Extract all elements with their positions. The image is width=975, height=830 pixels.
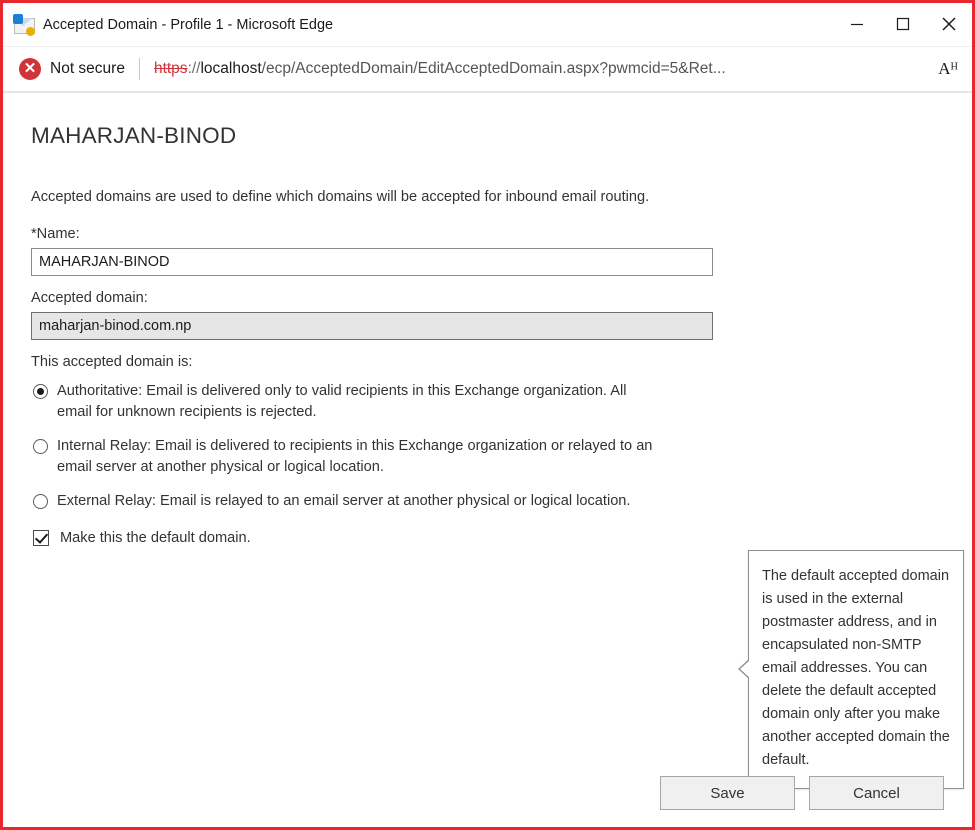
window-title: Accepted Domain - Profile 1 - Microsoft Edge bbox=[43, 16, 334, 33]
mail-envelope-icon bbox=[13, 14, 35, 36]
title-bar bbox=[3, 3, 972, 47]
radio-option-authoritative[interactable] bbox=[31, 381, 944, 423]
radio-label-authoritative: Authoritative: Email is delivered only to valid recipients in this Exchange organization. All email for unknown recipients is rejected. bbox=[57, 383, 627, 420]
close-button[interactable] bbox=[926, 3, 972, 46]
radio-label-external-relay: External Relay: Email is relayed to an email server at another physical or logical location. bbox=[57, 493, 631, 509]
page-content bbox=[3, 93, 972, 828]
error-circle-icon: ✕ bbox=[19, 58, 41, 80]
address-bar[interactable] bbox=[3, 47, 972, 93]
radio-option-external-relay[interactable] bbox=[31, 491, 944, 512]
radio-icon-authoritative[interactable] bbox=[33, 384, 48, 399]
callout-text: The default accepted domain is used in the external postmaster address, and in encapsulated non-SMTP email addresses. You can delete the default accepted domain only after you make another accepted domain the default. bbox=[762, 568, 950, 768]
name-input[interactable] bbox=[31, 248, 713, 276]
url-host: localhost bbox=[200, 60, 262, 77]
window-controls bbox=[834, 3, 972, 47]
intro-text: Accepted domains are used to define which domains will be accepted for inbound email routing. bbox=[31, 189, 650, 205]
url-scheme: https bbox=[153, 60, 188, 77]
radio-group-label: This accepted domain is: bbox=[31, 354, 193, 370]
url-separator: :// bbox=[187, 60, 201, 77]
default-domain-label: Make this the default domain. bbox=[60, 530, 251, 546]
radio-label-internal-relay: Internal Relay: Email is delivered to recipients in this Exchange organization or relayed to an email server at another physical or logical location. bbox=[57, 438, 653, 475]
site-security-indicator[interactable] bbox=[19, 58, 125, 80]
dialog-footer bbox=[660, 776, 944, 810]
address-bar-divider bbox=[139, 58, 140, 80]
checkbox-icon-default-domain[interactable] bbox=[33, 530, 49, 546]
radio-option-internal-relay[interactable] bbox=[31, 436, 944, 478]
radio-icon-external-relay[interactable] bbox=[33, 494, 48, 509]
maximize-button[interactable] bbox=[880, 3, 926, 46]
accepted-domain-input[interactable] bbox=[31, 312, 713, 340]
minimize-button[interactable] bbox=[834, 3, 880, 46]
name-label: *Name: bbox=[31, 226, 80, 242]
url-path: /ecp/AcceptedDomain/EditAcceptedDomain.aspx?pwmcid=5&Ret... bbox=[261, 60, 726, 77]
default-domain-callout bbox=[748, 550, 964, 789]
page-title: MAHARJAN-BINOD bbox=[31, 123, 237, 148]
read-aloud-icon[interactable]: Aᴴ bbox=[938, 59, 958, 78]
security-label: Not secure bbox=[50, 60, 125, 77]
url-text[interactable] bbox=[154, 60, 926, 78]
default-domain-checkbox-row[interactable] bbox=[31, 530, 944, 546]
accepted-domain-label: Accepted domain: bbox=[31, 290, 148, 306]
save-button[interactable]: Save bbox=[660, 776, 795, 810]
cancel-button[interactable]: Cancel bbox=[809, 776, 944, 810]
radio-icon-internal-relay[interactable] bbox=[33, 439, 48, 454]
